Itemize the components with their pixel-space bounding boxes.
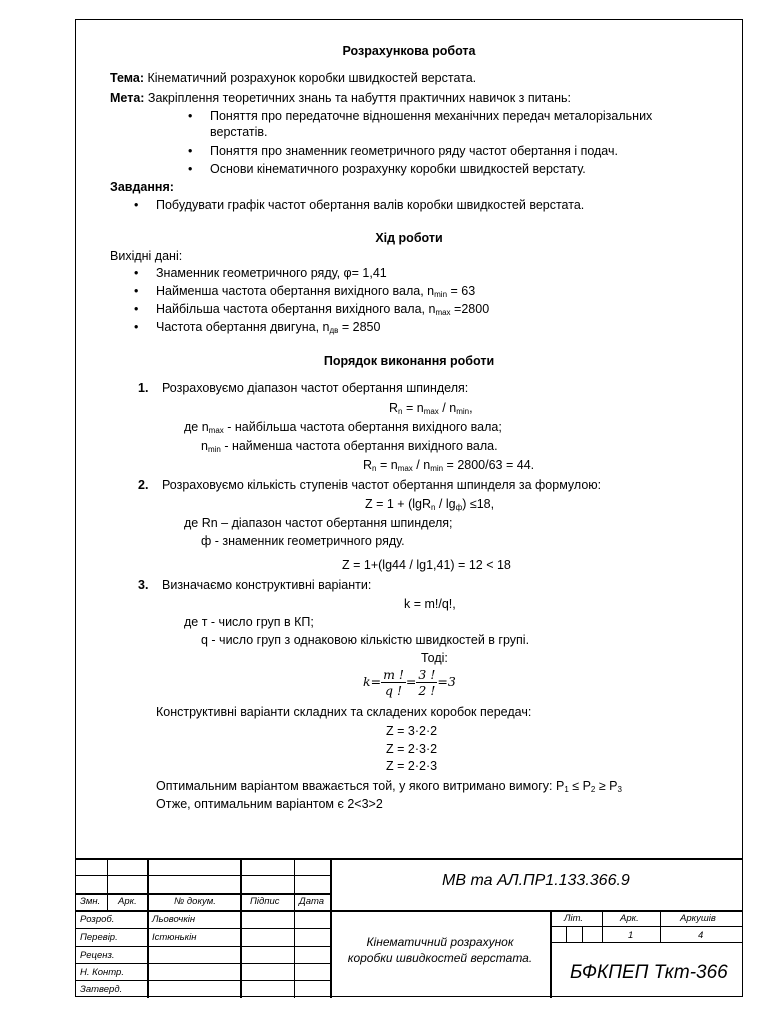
- step-text: Розраховуємо діапазон частот обертання шпинделя:: [162, 381, 469, 395]
- step-number: 3.: [138, 578, 149, 592]
- where-line: де $n_{max}$ - найбільша частота обертання вихідного вала;: [184, 420, 502, 435]
- k-fraction-formula: k= $\frac{m !}{q !}$ = $\frac{3 !}{2 !}$ =3: [363, 667, 456, 698]
- variants-text: Конструктивні варіанти складних та складених коробок передач:: [156, 705, 532, 719]
- step-text: Розраховуємо кількість ступенів частот обертання шпинделя за формулою:: [162, 478, 602, 492]
- source-item: • Найбільша частота обертання вихідного вала, $n_{max} =2800$: [156, 301, 489, 317]
- variant-line: Z = 3·2·2: [386, 724, 438, 738]
- goal-item-continued: верстатів.: [210, 125, 268, 139]
- lit-label: Літ.: [564, 913, 584, 924]
- steps-formula: $Z = 1 + (\lg R_n / \lg_ф) \le 18$,: [365, 497, 495, 512]
- goal-item: • Поняття про знаменник геометричного ряду частот обертання і подач.: [210, 143, 618, 159]
- header-date: Дата: [299, 896, 325, 907]
- progress-title: Хід роботи: [375, 231, 443, 245]
- step-number: 1.: [138, 381, 149, 395]
- organization-code: БФКПЕП Ткт-366: [570, 962, 728, 983]
- row-label-reviewer: Реценз.: [80, 950, 115, 961]
- theme-line: Тема: Кінематичний розрахунок коробки швидкостей верстата.: [110, 71, 477, 85]
- row-label-norm-control: Н. Контр.: [80, 967, 124, 978]
- document-code: МВ та АЛ.ПР1.133.366.9: [442, 872, 630, 889]
- step-number: 2.: [138, 478, 149, 492]
- where-line: ф - знаменник геометричного ряду.: [201, 534, 405, 548]
- range-result: $R_n = n_{max} / n_{min} = 2800/63 = 44$.: [363, 458, 535, 473]
- order-title: Порядок виконання роботи: [323, 354, 495, 368]
- variant-line: Z = 2·2·3: [386, 759, 438, 773]
- header-ark: Арк.: [118, 896, 137, 907]
- source-item: • Найменша частота обертання вихідного вала, $n_{min} = 63$: [156, 283, 475, 299]
- where-line: q - число груп з однаковою кількістю швидкостей в групі.: [201, 633, 530, 647]
- sheet-value: 1: [628, 930, 634, 941]
- title-block: [76, 858, 742, 998]
- sheet-label: Арк.: [620, 913, 639, 924]
- variants-formula: k = m!/q!,: [404, 597, 456, 611]
- checker-name: Істюнькін: [152, 932, 197, 943]
- developer-name: Льовочкін: [152, 914, 196, 925]
- goal-line: Мета: Закріплення теоретичних знань та набуття практичних навичок з питань:: [110, 91, 572, 105]
- goal-item: • Поняття про передаточне відношення механічних передач металорізальних: [210, 108, 652, 124]
- source-label: Вихідні дані:: [110, 249, 183, 263]
- sheets-total-label: Аркушів: [680, 913, 716, 924]
- optimal-condition: Оптимальним варіантом вважається той, у якого витримано вимогу: $P_1 \le P_2 \ge P_3$: [156, 779, 622, 794]
- source-item: • Частота обертання двигуна, $n_{дв} = 2850$: [156, 319, 380, 335]
- steps-result: Z = 1+(lg44 / lg1,41) = 12 < 18: [342, 558, 511, 572]
- where-line: де Rn – діапазон частот обертання шпинделя;: [184, 516, 453, 530]
- variant-line: Z = 2·3·2: [386, 742, 438, 756]
- document-title: Розрахункова робота: [342, 44, 476, 58]
- work-title: Кінематичний розрахунок коробки швидкостей верстата.: [347, 935, 533, 965]
- step-text: Визначаємо конструктивні варіанти:: [162, 578, 372, 592]
- task-item: • Побудувати графік частот обертання валів коробки швидкостей верстата.: [156, 197, 584, 213]
- header-sign: Підпис: [250, 896, 280, 907]
- task-label: Завдання:: [110, 180, 174, 194]
- row-label-checked: Перевір.: [80, 932, 118, 943]
- header-zmn: Змн.: [80, 896, 101, 907]
- goal-item: • Основи кінематичного розрахунку коробки швидкостей верстату.: [210, 161, 586, 177]
- row-label-approved: Затверд.: [80, 984, 123, 995]
- header-doc: № докум.: [174, 896, 216, 907]
- sheets-total-value: 4: [698, 930, 704, 941]
- source-item: • Знаменник геометричного ряду, φ= 1,41: [156, 265, 387, 281]
- page-frame: [75, 19, 743, 997]
- where-line: де т - число груп в КП;: [184, 615, 314, 629]
- then-label: Тоді:: [421, 651, 448, 665]
- range-formula: $R_n = n_{max} / n_{min}$,: [389, 401, 473, 416]
- optimal-conclusion: Отже, оптимальним варіантом є 2<3>2: [156, 797, 383, 811]
- row-label-developed: Розроб.: [80, 914, 115, 925]
- where-line: $n_{min}$ - найменша частота обертання вихідного вала.: [201, 439, 498, 454]
